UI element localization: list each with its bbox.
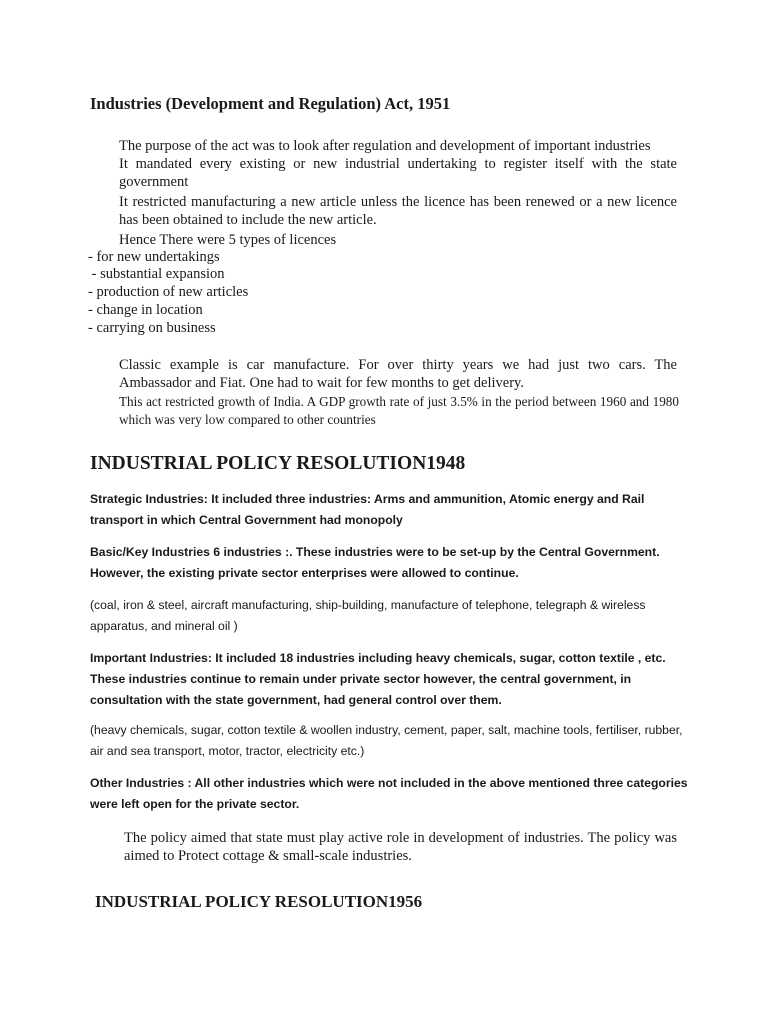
licence-item: - production of new articles (88, 284, 249, 300)
act-bullet-2 (119, 155, 677, 191)
act-bullet-5 (119, 356, 677, 392)
licence-item: - change in location (88, 302, 203, 318)
para-text: Strategic Industries: It included three industries: Arms and ammunition, Atomic energy and Rail transport in which Central Government had monopoly (90, 492, 645, 527)
bullet-text: It restricted manufacturing a new article unless the licence has been renewed or a new licence has been obtained to include the new article. (119, 194, 677, 228)
act-bullet-4 (119, 231, 677, 249)
para-text: Other Industries : All other industries which were not included in the above mentioned three categories were left open for the private sector. (90, 776, 688, 811)
licence-item: - substantial expansion (88, 266, 225, 282)
section-title-1956: INDUSTRIAL POLICY RESOLUTION1956 (95, 892, 423, 911)
section-title-1948: INDUSTRIAL POLICY RESOLUTION1948 (90, 453, 466, 474)
act-bullet-1 (119, 137, 679, 155)
licence-item: - carrying on business (88, 320, 216, 336)
para-text: Important Industries: It included 18 industries including heavy chemicals, sugar, cotton textile , etc. These industries continue to remain under private sector however, the central government, in consultation with the state government, had general control over them. (90, 651, 666, 707)
para-text: Basic/Key Industries 6 industries :. These industries were to be set-up by the Central Government. However, the existing private sector enterprises were allowed to continue. (90, 545, 660, 580)
bullet-text: Classic example is car manufacture. For over thirty years we had just two cars. The Ambassador and Fiat. One had to wait for few months to get delivery. (119, 357, 677, 391)
important-industries-list: (heavy chemicals, sugar, cotton textile & woollen industry, cement, paper, salt, machine tools, fertiliser, rubber, air and sea transport, motor, tractor, electricity etc.) (90, 723, 683, 758)
act-bullet-3 (119, 193, 677, 229)
bullet-text: It mandated every existing or new industrial undertaking to register itself with the state government (119, 156, 677, 190)
bullet-text: Hence There were 5 types of licences (119, 232, 337, 248)
bullet-text: This act restricted growth of India. A GDP growth rate of just 3.5% in the period between 1960 and 1980 which was very low compared to other countries (119, 394, 679, 427)
act-bullet-6 (119, 393, 679, 429)
basic-industries (90, 542, 690, 584)
policy-bullet (124, 829, 677, 865)
basic-industries-list: (coal, iron & steel, aircraft manufacturing, ship-building, manufacture of telephone, telegraph & wireless apparatus, and mineral oil ) (90, 598, 646, 633)
other-industries (90, 773, 690, 815)
act-title: Industries (Development and Regulation) Act, 1951 (90, 94, 451, 113)
licence-item: - for new undertakings (88, 249, 220, 265)
bullet-text: The policy aimed that state must play active role in development of industries. The policy was aimed to Protect cottage & small-scale industries. (124, 830, 677, 864)
important-industries (90, 648, 690, 711)
strategic-industries (90, 489, 690, 531)
bullet-text: The purpose of the act was to look after regulation and development of important industries (119, 138, 651, 154)
